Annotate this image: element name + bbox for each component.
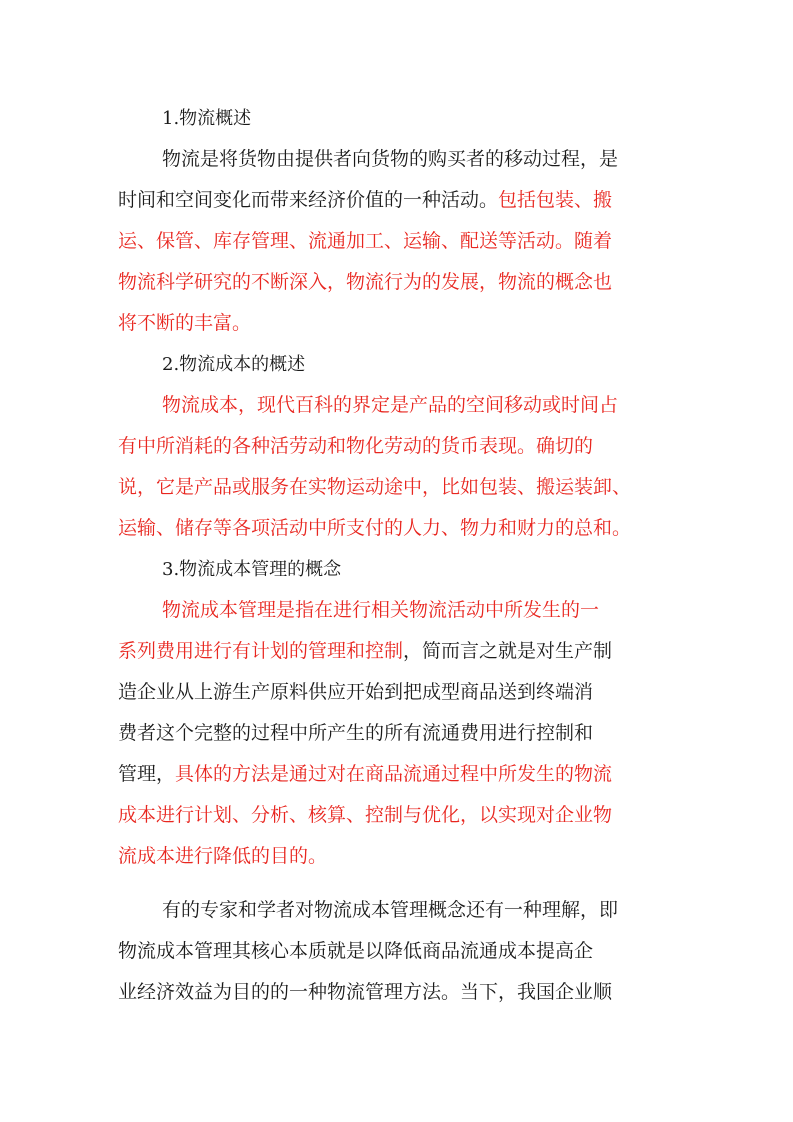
section-1-line-2-red: 包括包装、搬 — [498, 189, 613, 211]
section-3-line-2-red: 系列费用进行有计划的管理和控制 — [118, 640, 404, 662]
section-3-line-4: 费者这个完整的过程中所产生的所有流通费用进行控制和 — [118, 722, 594, 744]
section-2-line-4: 运输、储存等各项活动中所支付的人力、物力和财力的总和。 — [118, 517, 632, 539]
section-3-line-5-red: 具体的方法是通过对在商品流通过程中所发生的物流 — [175, 763, 613, 785]
section-1-line-1: 物流是将货物由提供者向货物的购买者的移动过程，是 — [162, 148, 619, 170]
section-3-line-5-black: 管理， — [118, 763, 176, 785]
section-1-line-4: 物流科学研究的不断深入，物流行为的发展，物流的概念也 — [118, 271, 613, 293]
section-1-line-5: 将不断的丰富。 — [118, 312, 252, 334]
section-1-line-2-black: 时间和空间变化而带来经济价值的一种活动。 — [118, 189, 499, 211]
section-3-line-2 — [118, 631, 678, 672]
section-3-line-3: 造企业从上游生产原料供应开始到把成型商品送到终端消 — [118, 681, 594, 703]
section-3-line-2-black: ，简而言之就是对生产制 — [403, 640, 613, 662]
section-3-line-5 — [118, 754, 678, 795]
section-1-heading: 1.物流概述 — [162, 108, 252, 129]
paragraph-spacer — [118, 877, 678, 890]
section-3-line-6: 成本进行计划、分析、核算、控制与优化，以实现对企业物 — [118, 804, 613, 826]
section-2-heading: 2.物流成本的概述 — [162, 354, 306, 375]
section-2-line-3: 说，它是产品或服务在实物运动途中，比如包装、搬运装卸、 — [118, 476, 632, 498]
section-2-line-2: 有中所消耗的各种活劳动和物化劳动的货币表现。确切的 — [118, 435, 594, 457]
section-4-line-1: 有的专家和学者对物流成本管理概念还有一种理解，即 — [162, 899, 619, 921]
section-4-line-2: 物流成本管理其核心本质就是以降低商品流通成本提高企 — [118, 940, 594, 962]
section-3-heading: 3.物流成本管理的概念 — [162, 559, 342, 580]
section-1-line-2 — [118, 180, 678, 221]
section-3-line-7: 流成本进行降低的目的。 — [118, 845, 328, 867]
section-2-line-1: 物流成本，现代百科的界定是产品的空间移动或时间占 — [162, 394, 619, 416]
document-page — [118, 98, 678, 1013]
section-4-line-3: 业经济效益为目的的一种物流管理方法。当下，我国企业顺 — [118, 981, 613, 1003]
section-1-line-3: 运、保管、库存管理、流通加工、运输、配送等活动。随着 — [118, 230, 613, 252]
section-3-line-1: 物流成本管理是指在进行相关物流活动中所发生的一 — [162, 599, 600, 621]
